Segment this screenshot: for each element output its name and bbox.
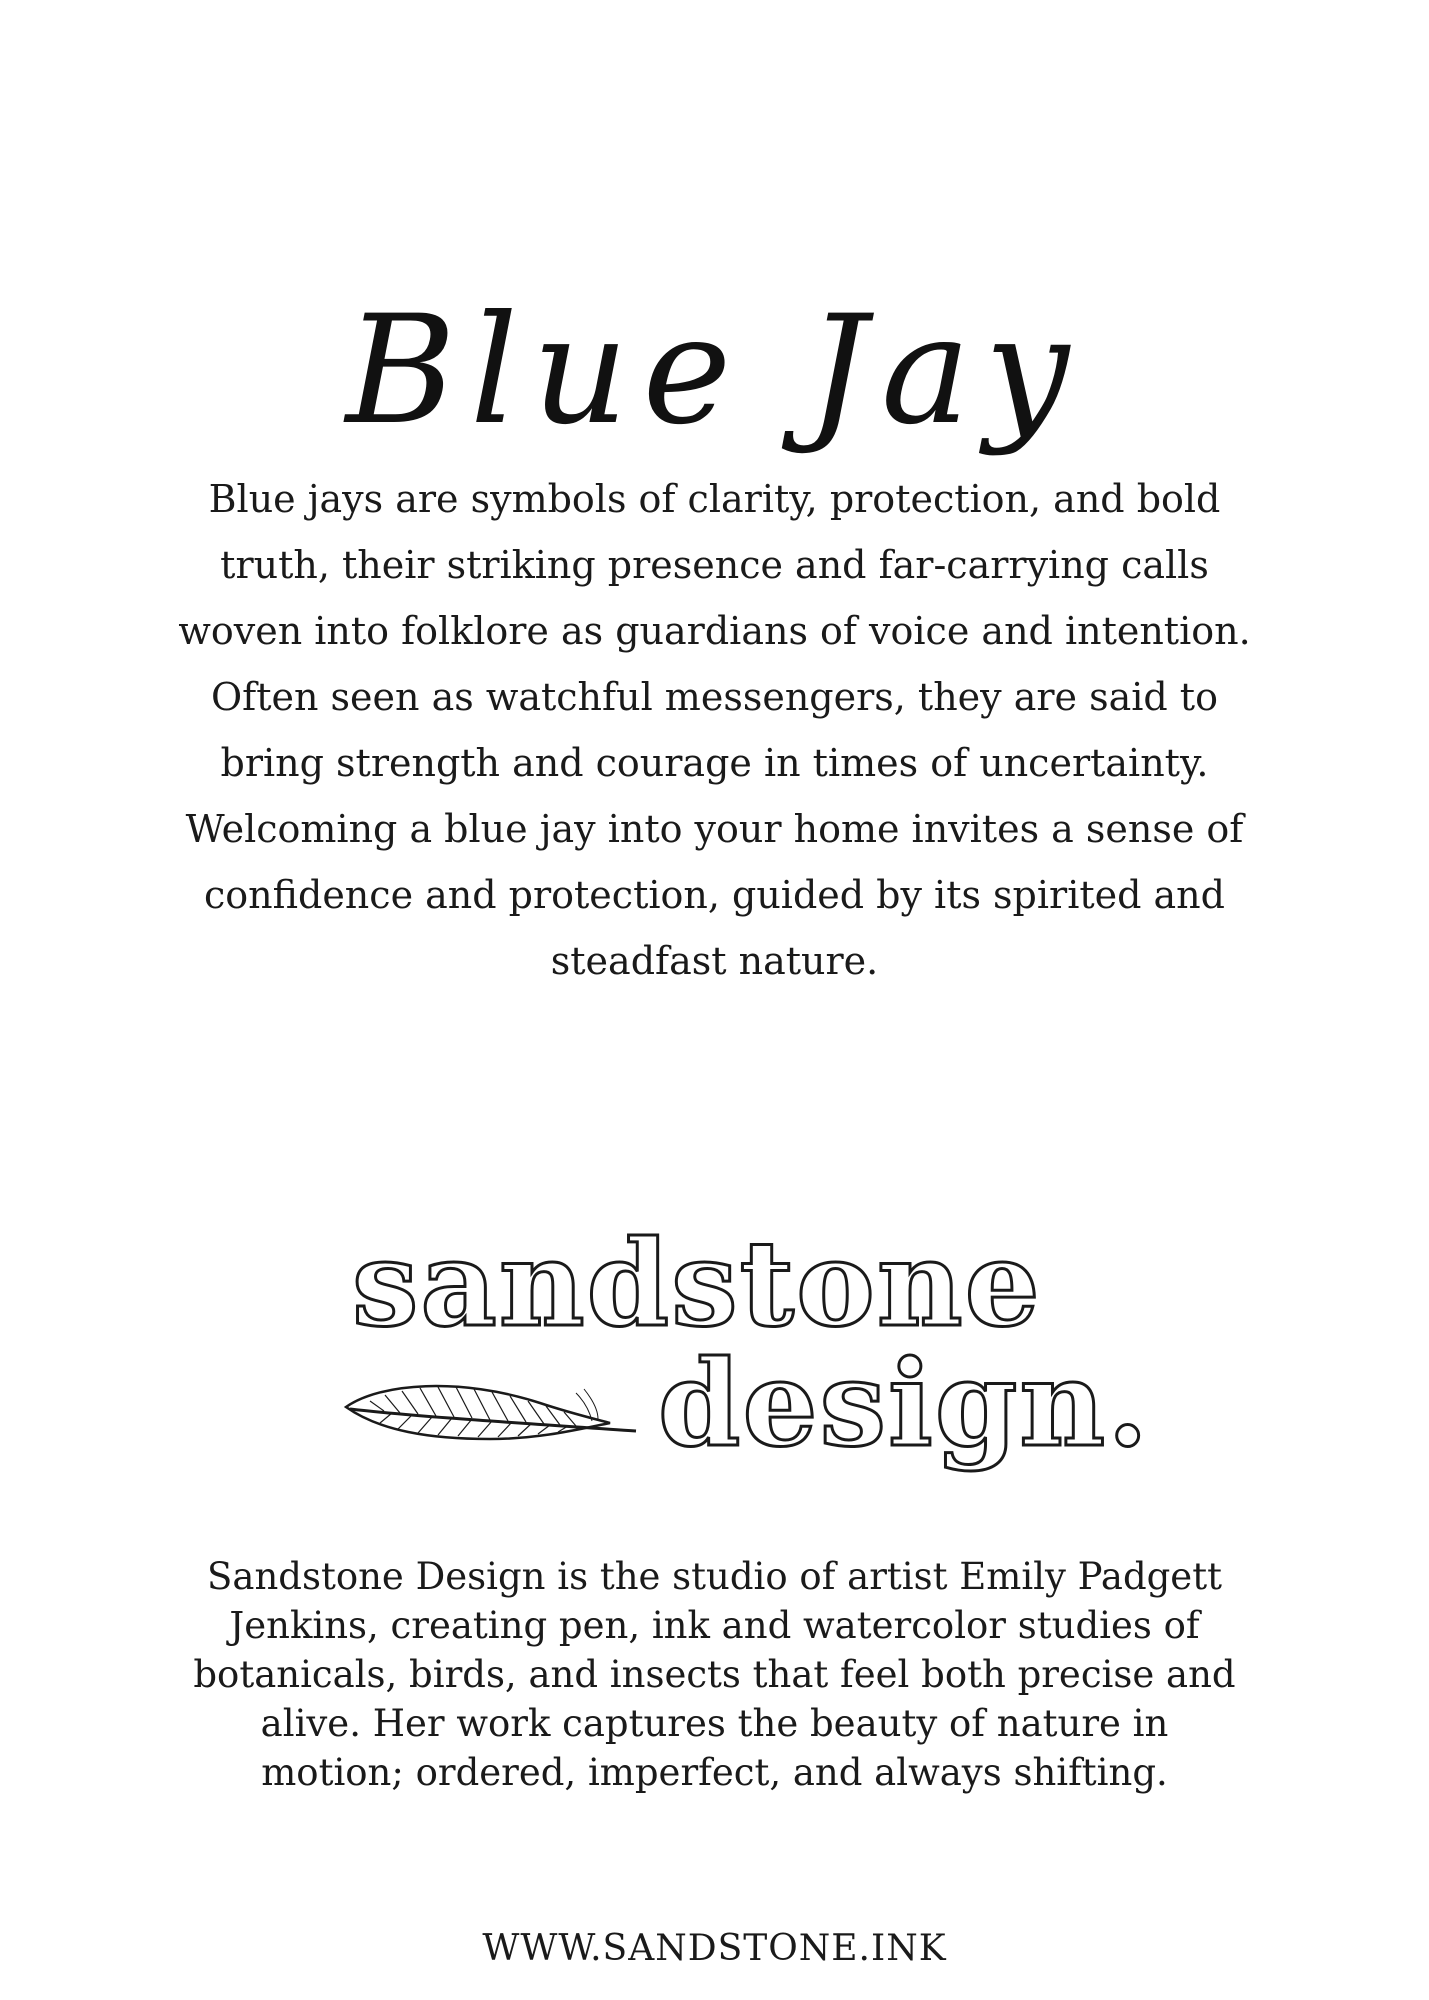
logo-line-2: design. [658,1334,1151,1473]
feather-icon [340,1373,640,1453]
page-title: Blue Jay [345,283,1084,458]
intro-paragraph: Blue jays are symbols of clarity, protection, and bold truth, their striking presence and far-carrying calls woven into folklore as guardians of voice and intention. Often seen as watchful messengers, they are said to bring strength and courage in times of uncertainty. Welcoming a blue jay into your home invites a sense of confidence and protection, guided by its spirited and steadfast nature. [178,477,1251,983]
logo-line-1: sandstone [352,1214,1042,1353]
about-paragraph: Sandstone Design is the studio of artist Emily Padgett Jenkins, creating pen, ink and watercolor studies of botanicals, birds, and insects that feel both precise and alive. Her work captures the beauty of nature in motion; ordered, imperfect, and always shifting. [193,1555,1236,1794]
brand-logo [340,1214,1151,1525]
website-link[interactable]: WWW.SANDSTONE.INK [482,1928,947,1969]
